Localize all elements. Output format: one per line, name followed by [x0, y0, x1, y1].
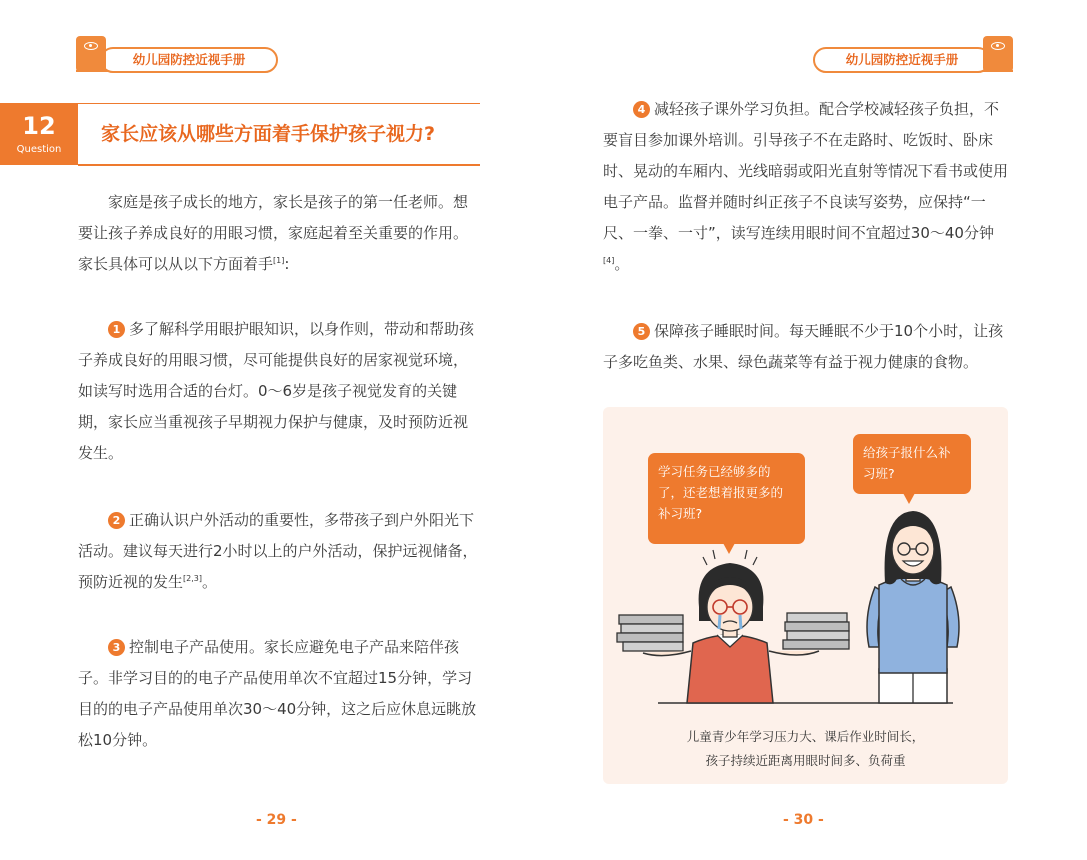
tip-paragraph-3: 3 控制电子产品使用。家长应避免电子产品来陪伴孩子。非学习目的的电子产品使用单次不宜超过15分钟，学习目的的电子产品使用单次30～40分钟，这之后应休息远眺放松10分钟。	[78, 638, 477, 749]
running-header	[805, 36, 1013, 76]
number-badge: 4	[633, 101, 650, 118]
tip-paragraph-1: 1 多了解科学用眼护眼知识，以身作则，带动和帮助孩子养成良好的用眼习惯，尽可能提供良好的居家视觉环境，如读写时选用合适的台灯。0～6岁是孩子视觉发育的关键期，家长应当重视孩子早期视力保护与健康，及时预防近视发生。	[78, 320, 475, 462]
banner-rule-bottom	[78, 164, 480, 166]
right-page	[543, 0, 1087, 860]
question-badge	[0, 103, 78, 165]
question-label: Question	[16, 144, 62, 155]
illustration-caption: 儿童青少年学习压力大、课后作业时间长， 孩子持续近距离用眼时间多、负荷重	[686, 729, 925, 768]
tip-paragraph-5: 5 保障孩子睡眠时间。每天睡眠不少于10个小时，让孩子多吃鱼类、水果、绿色蔬菜等有益于视力健康的食物。	[603, 322, 1004, 371]
page-number: - 29 -	[256, 812, 297, 828]
tip-paragraph-4: 4 减轻孩子课外学习负担。配合学校减轻孩子负担，不要盲目参加课外培训。引导孩子不在走路时、吃饭时、卧床时、晃动的车厢内、光线暗弱或阳光直射等情况下看书或使用电子产品。监督并随时纠正孩子不良读写姿势，应保持“一尺、一拳、一寸”，读写连续用眼时间不宜超过30～40分钟[4]。	[603, 100, 1009, 273]
child-speech-bubble: 学习任务已经够多的了，还老想着报更多的补习班?	[648, 453, 805, 544]
eye-icon	[76, 36, 106, 72]
eye-icon	[983, 36, 1013, 72]
child-figure	[617, 550, 849, 703]
page-number: - 30 -	[783, 812, 824, 828]
book-title-tab: 幼儿园防控近视手册	[100, 47, 278, 73]
book-title-tab: 幼儿园防控近视手册	[813, 47, 991, 73]
intro-paragraph: 家庭是孩子成长的地方，家长是孩子的第一任老师。想要让孩子养成良好的用眼习惯，家庭起着至关重要的作用。家长具体可以从以下方面着手[1]:	[78, 193, 469, 273]
parent-figure	[867, 511, 959, 703]
parent-speech-bubble: 给孩子报什么补习班?	[853, 434, 971, 494]
running-header	[76, 36, 280, 76]
number-badge: 1	[108, 321, 125, 338]
tip-paragraph-2: 2 正确认识户外活动的重要性，多带孩子到户外阳光下活动。建议每天进行2小时以上的户外活动，保护远视储备，预防近视的发生[2,3]。	[78, 511, 478, 591]
left-page	[0, 0, 543, 860]
question-number: 12	[22, 112, 56, 140]
number-badge: 5	[633, 323, 650, 340]
illustration-panel	[603, 407, 1008, 784]
number-badge: 2	[108, 512, 125, 529]
question-title: 家长应该从哪些方面着手保护孩子视力?	[101, 123, 436, 145]
number-badge: 3	[108, 639, 125, 656]
